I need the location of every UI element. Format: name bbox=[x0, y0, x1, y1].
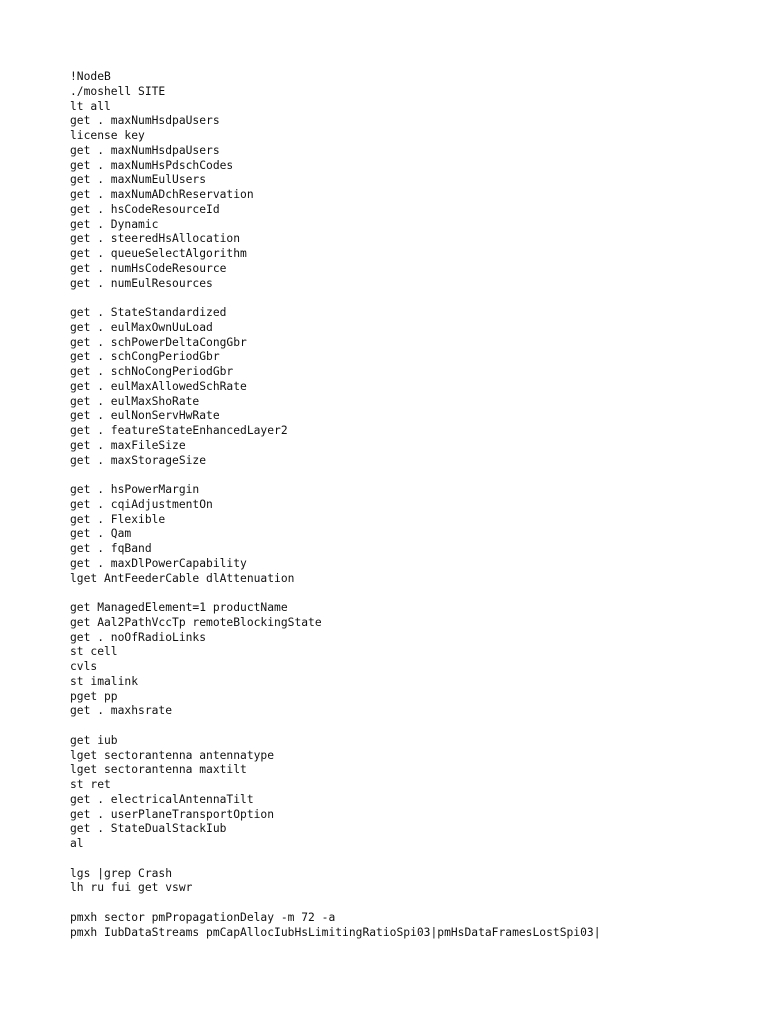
text-line: lget AntFeederCable dlAttenuation bbox=[70, 571, 295, 585]
text-line: get . eulMaxShoRate bbox=[70, 394, 200, 408]
text-line: get . eulMaxAllowedSchRate bbox=[70, 379, 247, 393]
text-line: get . maxNumHsdpaUsers bbox=[70, 114, 220, 128]
text-line: get . numEulResources bbox=[70, 276, 213, 290]
document-text-block bbox=[70, 70, 728, 940]
text-line: get . maxStorageSize bbox=[70, 453, 207, 467]
text-line: get . numHsCodeResource bbox=[70, 261, 227, 275]
text-line: get . queueSelectAlgorithm bbox=[70, 247, 247, 260]
blank-line bbox=[70, 896, 728, 911]
text-line: get . Dynamic bbox=[70, 217, 159, 231]
text-line: license key bbox=[70, 129, 145, 142]
text-line: lt all bbox=[70, 99, 111, 113]
text-line: get . fqBand bbox=[70, 542, 152, 555]
text-line: get . cqiAdjustmentOn bbox=[70, 497, 213, 511]
text-line: lget sectorantenna antennatype bbox=[70, 748, 275, 762]
text-line: get iub bbox=[70, 733, 118, 747]
text-line: get . maxNumHsdpaUsers bbox=[70, 143, 220, 157]
blank-line bbox=[70, 291, 728, 306]
text-line: get . maxNumHsPdschCodes bbox=[70, 158, 234, 172]
text-line: get Aal2PathVccTp remoteBlockingState bbox=[70, 615, 322, 629]
text-line: get . hsPowerMargin bbox=[70, 483, 200, 496]
text-line: get ManagedElement=1 productName bbox=[70, 601, 288, 614]
text-line: get . noOfRadioLinks bbox=[70, 630, 207, 644]
text-line: get . schPowerDeltaCongGbr bbox=[70, 335, 247, 349]
text-line: get . eulMaxOwnUuLoad bbox=[70, 320, 213, 334]
text-line: al bbox=[70, 837, 84, 850]
text-line: get . Flexible bbox=[70, 512, 166, 526]
text-line: get . StateStandardized bbox=[70, 306, 227, 319]
blank-line bbox=[70, 719, 728, 734]
blank-line bbox=[70, 852, 728, 867]
text-line: lget sectorantenna maxtilt bbox=[70, 763, 247, 777]
text-line: lh ru fui get vswr bbox=[70, 881, 193, 895]
text-line: get . maxDlPowerCapability bbox=[70, 556, 247, 570]
text-line: get . maxNumEulUsers bbox=[70, 173, 207, 187]
text-line: get . electricalAntennaTilt bbox=[70, 792, 254, 806]
blank-line bbox=[70, 586, 728, 601]
text-line: get . maxhsrate bbox=[70, 704, 173, 718]
text-line: get . schCongPeriodGbr bbox=[70, 350, 220, 364]
text-line: cvls bbox=[70, 660, 98, 673]
text-line: get . maxNumADchReservation bbox=[70, 188, 254, 201]
text-line: ./moshell SITE bbox=[70, 84, 166, 98]
text-line: pmxh IubDataStreams pmCapAllocIubHsLimitingRatioSpi03|pmHsDataFramesLostSpi03| bbox=[70, 925, 601, 939]
text-line: !NodeB bbox=[70, 70, 111, 83]
blank-line bbox=[70, 468, 728, 483]
text-line: get . maxFileSize bbox=[70, 438, 186, 452]
text-line: get . eulNonServHwRate bbox=[70, 409, 220, 423]
text-line: st imalink bbox=[70, 674, 139, 688]
text-line: pget pp bbox=[70, 689, 118, 703]
text-line: get . schNoCongPeriodGbr bbox=[70, 365, 234, 378]
text-line: get . userPlaneTransportOption bbox=[70, 807, 275, 821]
text-line: get . steeredHsAllocation bbox=[70, 232, 241, 246]
text-line: get . StateDualStackIub bbox=[70, 822, 227, 836]
text-line: st ret bbox=[70, 778, 111, 791]
text-line: get . featureStateEnhancedLayer2 bbox=[70, 424, 288, 437]
text-line: st cell bbox=[70, 645, 118, 659]
text-line: lgs |grep Crash bbox=[70, 866, 173, 880]
text-line: pmxh sector pmPropagationDelay -m 72 -a bbox=[70, 910, 336, 924]
text-line: get . hsCodeResourceId bbox=[70, 202, 220, 216]
text-line: get . Qam bbox=[70, 527, 132, 541]
